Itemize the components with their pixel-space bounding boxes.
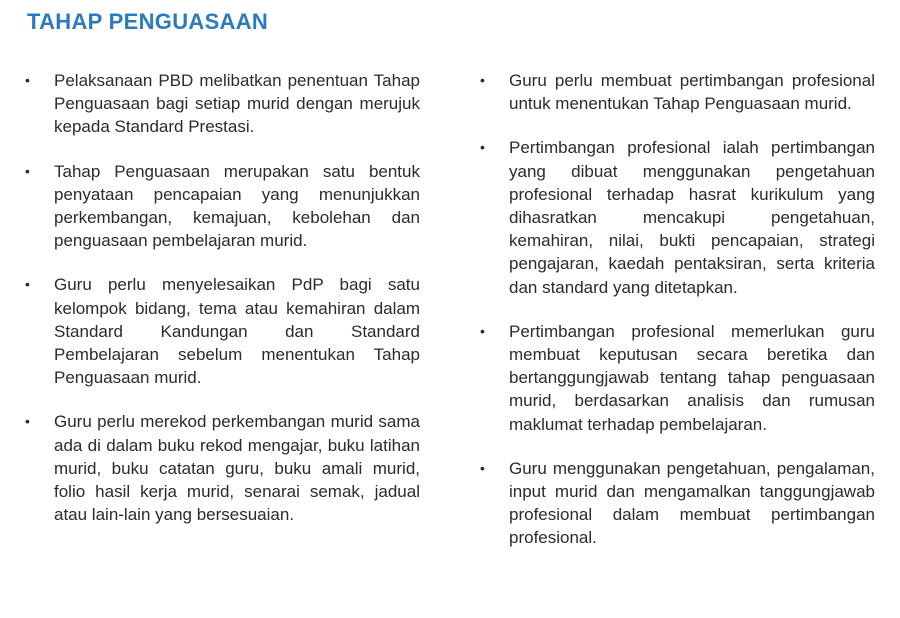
list-item [480,457,875,550]
bullet-icon: • [25,162,30,179]
list-item [25,69,420,139]
bullet-icon: • [480,322,485,339]
bullet-icon: • [25,72,30,88]
list-item-text: Pertimbangan profesional memerlukan guru membuat keputusan secara beretika dan bertanggungjawab tentang tahap penguasaan murid, berdasarkan analisis dan rumusan maklumat terhadap pembelajaran. [509,321,875,434]
list-item-text: Pelaksanaan PBD melibatkan penentuan Tahap Penguasaan bagi setiap murid dengan merujuk kepada Standard Prestasi. [54,71,420,137]
bullet-icon: • [480,459,485,476]
list-item [480,320,875,436]
list-item-text: Pertimbangan profesional ialah pertimbangan yang dibuat menggunakan pengetahuan profesional terhadap hasrat kurikulum yang dihasratkan mencakupi pengetahuan, kemahiran, nilai, bukti pencapaian, strategi pengajaran, kaedah pentaksiran, serta kriteria dan standard yang ditetapkan. [509,138,875,297]
bullet-icon: • [480,139,485,156]
bullet-icon: • [25,413,30,430]
list-item-text: Tahap Penguasaan merupakan satu bentuk penyataan pencapaian yang menunjukkan perkembangan, kemajuan, kebolehan dan penguasaan pembelajaran murid. [54,161,420,251]
right-bullet-list [480,69,875,571]
bullet-icon: • [480,72,485,88]
list-item [480,69,875,115]
list-item [25,273,420,389]
list-item [480,136,875,298]
bullet-icon: • [25,276,30,293]
list-item-text: Guru perlu menyelesaikan PdP bagi satu kelompok bidang, tema atau kemahiran dalam Standard Kandungan dan Standard Pembelajaran sebelum menentukan Tahap Penguasaan murid. [54,275,420,388]
list-item-text: Guru perlu merekod perkembangan murid sama ada di dalam buku rekod mengajar, buku latihan murid, buku catatan guru, buku amali murid, folio hasil kerja murid, senarai semak, jadual atau lain-lain yang bersesuaian. [54,412,420,525]
list-item-text: Guru perlu membuat pertimbangan profesional untuk menentukan Tahap Penguasaan murid. [509,71,875,114]
list-item-text: Guru menggunakan pengetahuan, pengalaman, input murid dan mengamalkan tanggungjawab profesional dalam membuat pertimbangan profesional. [509,458,875,548]
list-item [25,160,420,253]
list-item [25,410,420,526]
page-title: TAHAP PENGUASAAN [27,9,269,34]
left-bullet-list [25,69,420,547]
